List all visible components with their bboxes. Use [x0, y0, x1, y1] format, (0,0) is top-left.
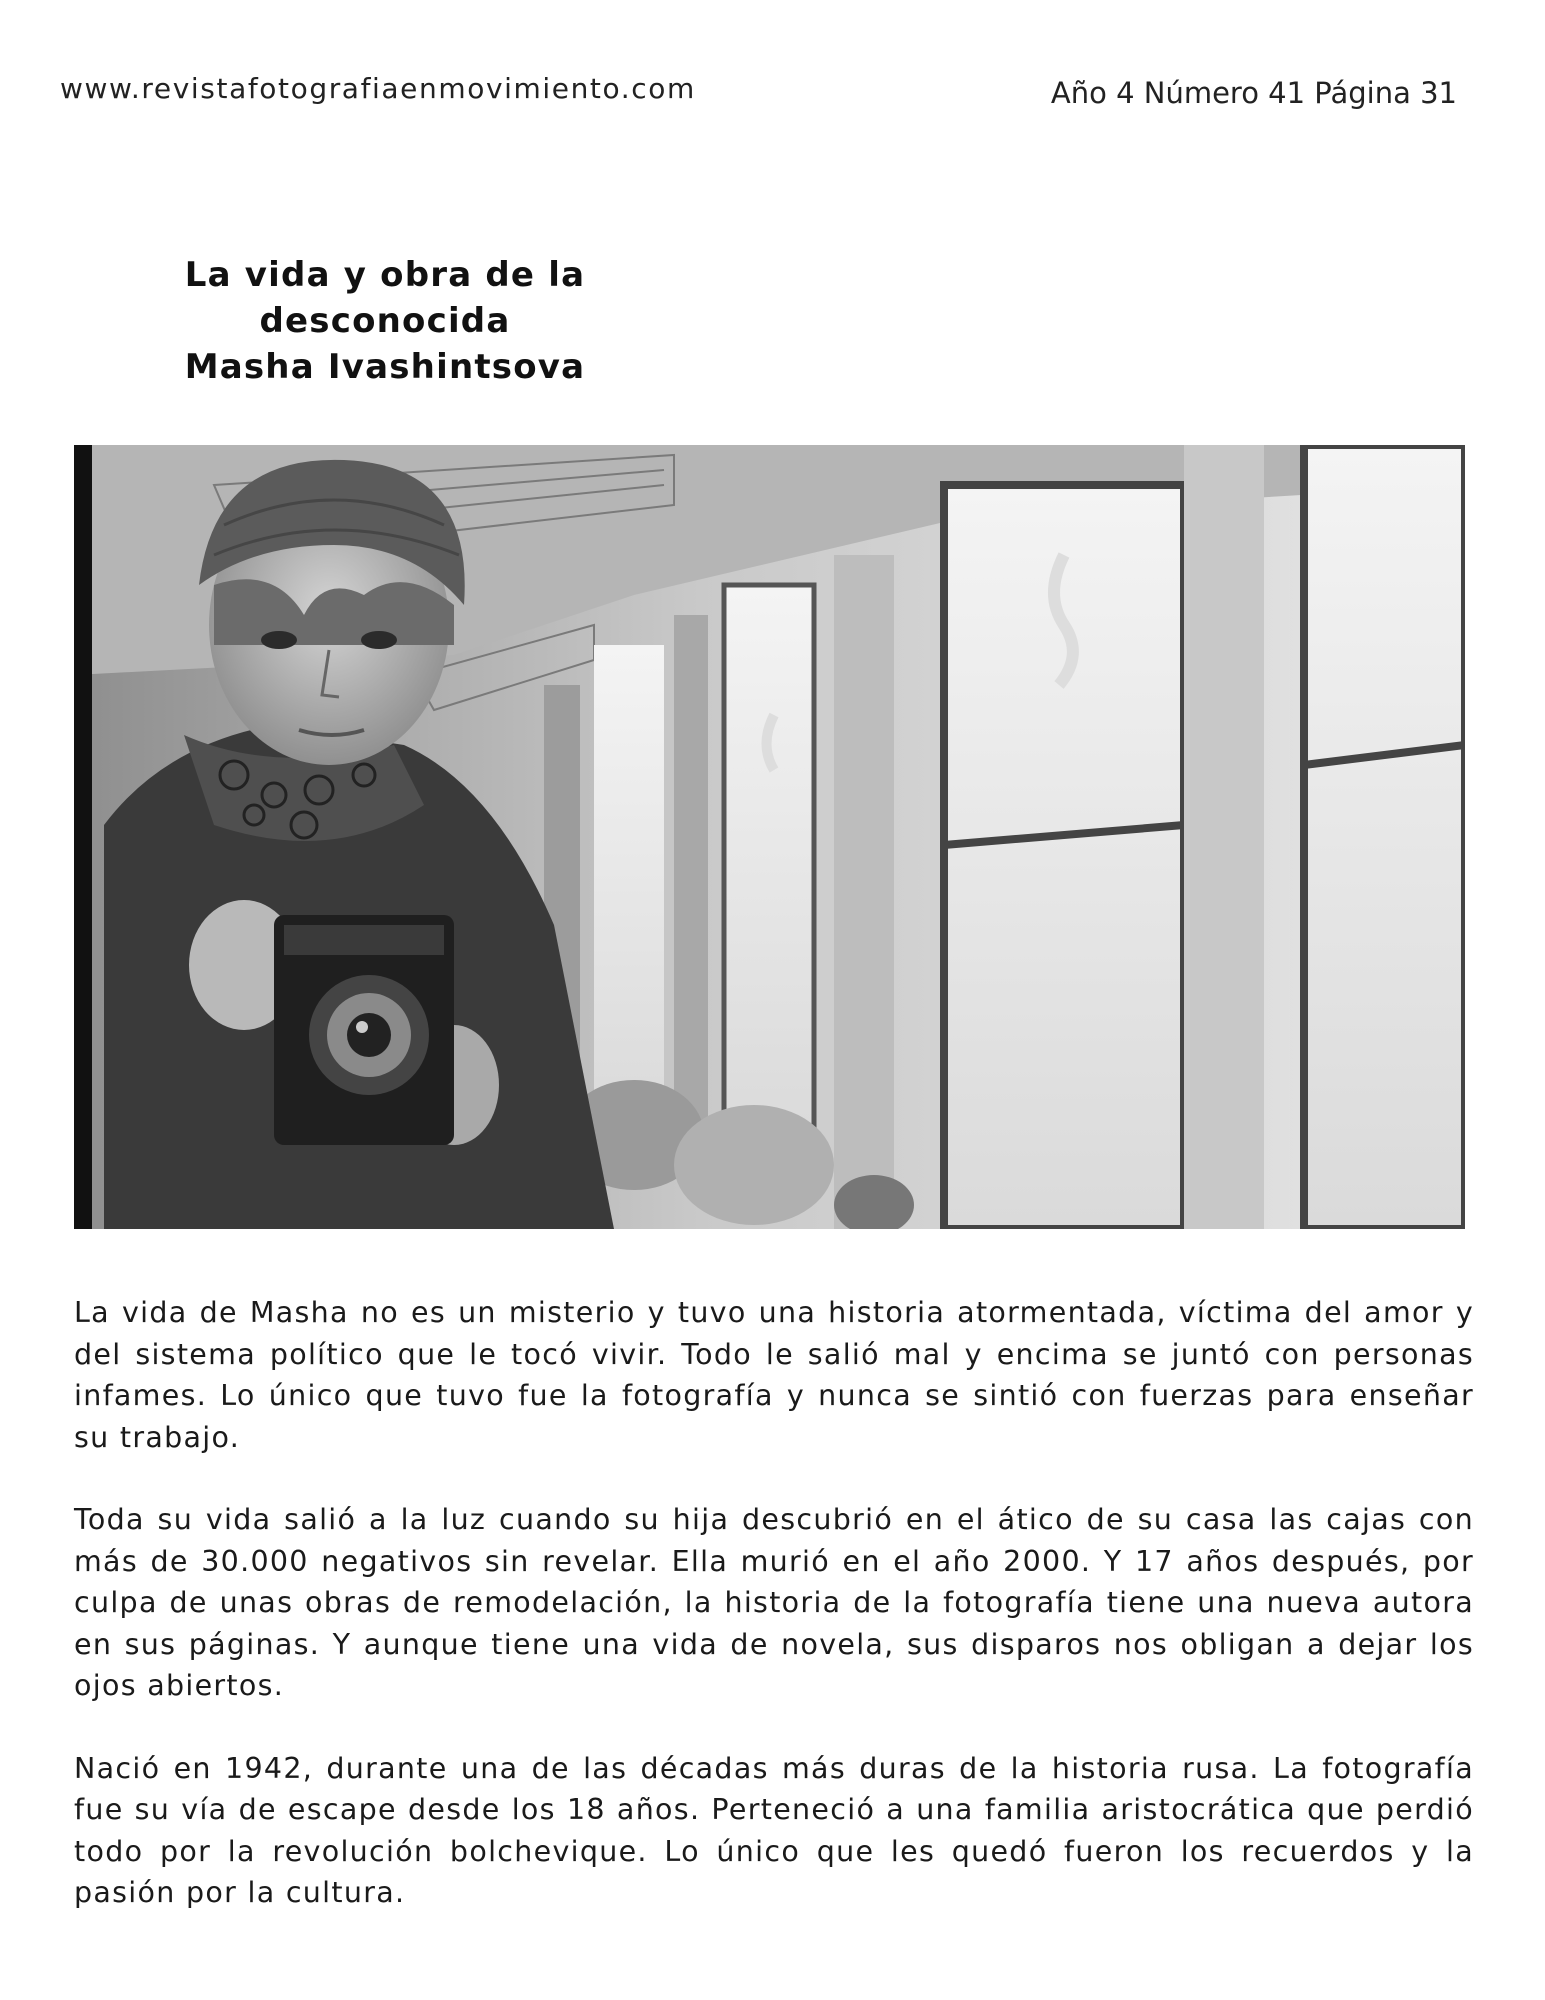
paragraph-3: Nació en 1942, durante una de las décadas más duras de la historia rusa. La fotografía fue su vía de escape desde los 18 años. Perteneció a una familia aristocrática que perdió todo por la revolución bolchevique. Lo único que les quedó fueron los recuerdos y la pasión por la cultura. — [74, 1751, 1474, 1909]
article-title-line-2: Masha Ivashintsova — [184, 347, 586, 387]
paragraph-2: Toda su vida salió a la luz cuando su hija descubrió en el ático de su casa las cajas con más de 30.000 negativos sin revelar. Ella murió en el año 2000. Y 17 años después, por culpa de unas obras de remodelación, la historia de la fotografía tiene una nueva autora en sus páginas. Y aunque tiene una vida de novela, sus disparos nos obligan a dejar los ojos abiertos. — [74, 1503, 1474, 1702]
issue-info: Año 4 Número 41 Página 31 — [1050, 76, 1457, 110]
camera — [274, 915, 454, 1145]
photo-illustration — [74, 445, 1465, 1229]
article-title-line-1: La vida y obra de la desconocida — [184, 255, 586, 341]
article-photo — [74, 445, 1465, 1229]
paragraph-1: La vida de Masha no es un misterio y tuvo una historia atormentada, víctima del amor y del sistema político que le tocó vivir. Todo le salió mal y encima se juntó con personas infames. Lo único que tuvo fue la fotografía y nunca se sintió con fuerzas para enseñar su trabajo. — [74, 1296, 1474, 1454]
article-body — [74, 1292, 1474, 1955]
article-title — [60, 252, 710, 390]
site-url[interactable]: www.revistafotografiaenmovimiento.com — [60, 72, 696, 105]
